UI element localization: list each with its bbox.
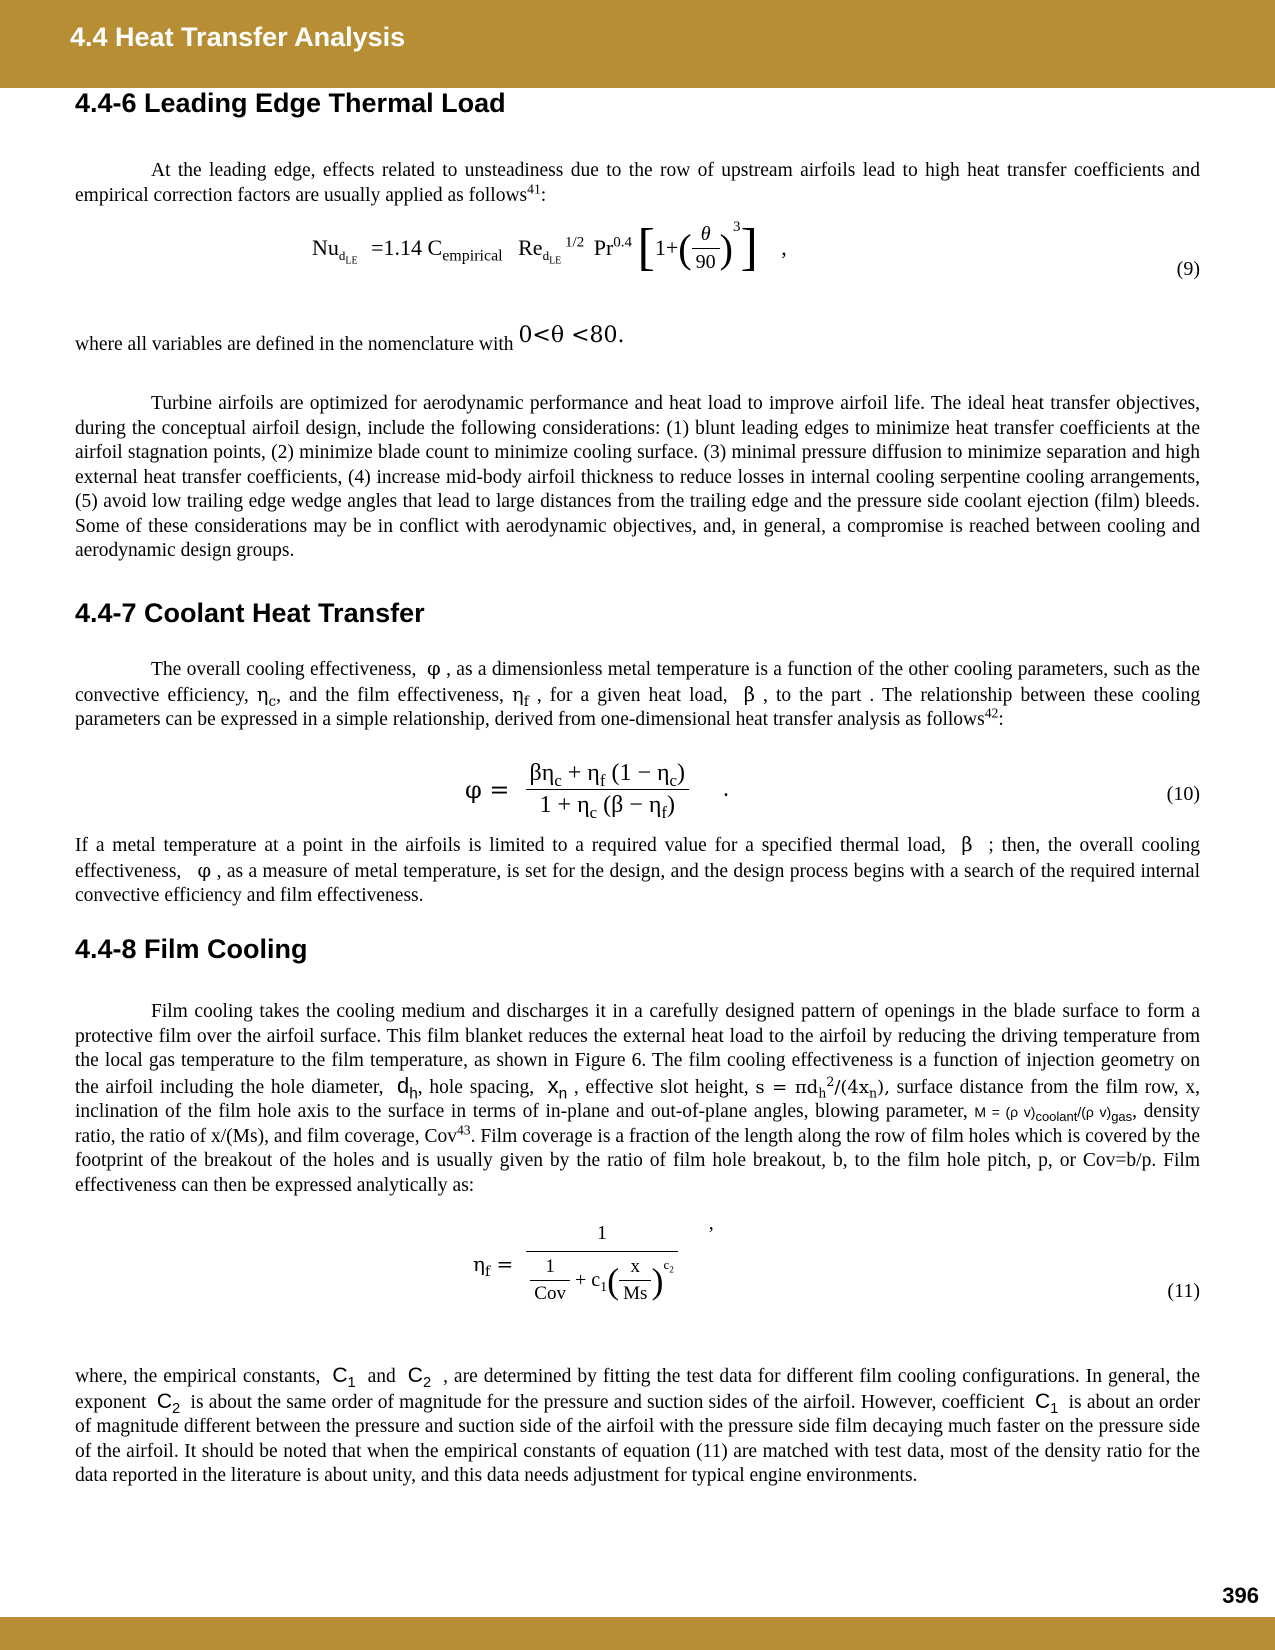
text: , effective slot height, [573,1076,749,1098]
text: where all variables are defined in the nomenclature with [75,334,514,355]
footnote-ref: 42 [984,705,999,721]
paragraph-cooling-effectiveness: The overall cooling effectiveness, φ , as a dimensionless metal temperature is a function of the other cooling parameters, such as the convective efficiency, $\eta_c$, and the film effectiveness, $\eta_f$ , for a given heat load, β , to the part . The relationship between these cooling parameters can be expressed in a simple relationship, derived from one-dimensional heat transfer analysis as follows$^{42}$: [75,657,1201,730]
footer-band [0,1617,1275,1650]
text: At the leading edge, effects related to unsteadiness due to the row of upstream airfoils lead to high heat transfer coefficients and empirical correction factors are usually applied as follows [75,160,1200,206]
text: is about an order of magnitude different between the pressure and suction side of the airfoil with the pressure side film decaying much faster on the pressure side of the airfoil. It should be noted that when the empirical constants of equation (11) are matched with test data, most of the density ratio for the data reported in the literature is about unity, and this data needs adjustment for typical engine environments. [75,1391,1201,1486]
equation-11-number: (11) [1167,1280,1200,1302]
paragraph-film-cooling: Film cooling takes the cooling medium and discharges it in a carefully designed pattern of openings in the blade surface to form a protective film over the airfoil surface. This film blanket reduces the external heat load to the airfoil by reducing the driving temperature from the local gas temperature to the film temperature, as shown in Figure 6. The film cooling effectiveness is a function of injection geometry on the airfoil including the hole diameter, $d_h$, hole spacing, $x_n$ , effective slot height, $s = \pi d_h^2/(4x_n)$, surface distance from the film row, x, inclination of the film hole axis to the surface in terms of in-plane and out-of-plane angles, blowing parameter, M = (ρ $v)_{coolant}/(\rho$ $v)_{gas}$, density ratio, the ratio of x/(Ms), and film coverage, Cov$^{43}$. Film coverage is a fraction of the length along the row of film holes which is covered by the footprint of the breakout of the holes and is usually given by the ratio of film hole breakout, b, to the film hole pitch, p, or Cov=b/p. Film effectiveness can then be expressed analytically as: [75,1001,1201,1196]
header-band [0,0,1275,88]
text: , as a dimensionless metal temperature is a function of the other cooling parameters, such as the convective efficiency, [75,659,1200,706]
equation-9-number: (9) [1176,258,1200,280]
chapter-title: 4.4 Heat Transfer Analysis [70,22,406,52]
equation-10: φ = $\frac{\beta\eta_c + \eta_f (1 - \eta_c)}{1 + \eta_c (\beta - \eta_f)}$ . [465,760,729,822]
paragraph-where-variables [75,323,1200,358]
footnote-ref: 41 [527,181,541,196]
text: , as a measure of metal temperature, is set for the design, and the design process begins with a search of the required internal convective efficiency and film effectiveness. [75,860,1201,906]
text: , to the part . The relationship between these cooling parameters can be expressed in a simple relationship, derived from one-dimensional heat transfer analysis as follows [75,684,1201,730]
text: Film cooling takes the cooling medium and discharges it in a carefully designed pattern of openings in the blade surface to form a protective film over the airfoil surface. This film blanket reduces the external heat load to the airfoil by reducing the driving temperature from the local gas temperature to the film temperature, as shown in Figure 6. The film cooling effectiveness is a function of injection geometry on the airfoil including the hole diameter, [75,1001,1200,1098]
section-heading-4-4-7: 4.4-7 Coolant Heat Transfer [75,598,425,628]
footnote-ref: 43 [456,1122,471,1137]
text: surface distance from the film row, x, inclination of the film hole axis to the surface in terms of in-plane and out-of-plane angles, blowing parameter, [75,1076,1201,1122]
text: and [367,1366,396,1387]
page-number: 396 [1222,1583,1259,1608]
section-heading-4-4-6: 4.4-6 Leading Edge Thermal Load [75,88,506,118]
text: is about the same order of magnitude for the pressure and suction sides of the airfoil. However, coefficient [190,1391,1025,1413]
text: , density ratio, the ratio of x/(Ms), and film coverage, Cov [75,1101,1200,1147]
equation-11: $\eta_f$ = 1 $\frac{1}{\text{Cov}}$ + $c_1$( $\frac{x}{Ms}$ )$^{c_2}$ , [473,1212,714,1304]
text: . Film coverage is a fraction of the length along the row of film holes which is covered by the footprint of the breakout of the holes and is usually given by the ratio of film hole breakout, b, to the film hole pitch, p, or Cov=b/p. Film effectiveness can then be expressed analytically as: [75,1125,1200,1196]
text: : [998,709,1004,730]
paragraph-empirical-constants: where, the empirical constants, $C_1$ and $C_2$ , are determined by fitting the test data for different film cooling configurations. In general, the exponent $C_2$ is about the same order of magnitude for the pressure and suction sides of the airfoil. However, coefficient $C_1$ is about an order of magnitude different between the pressure and suction side of the airfoil with the pressure side film decaying much faster on the pressure side of the airfoil. It should be noted that when the empirical constants of equation (11) are matched with test data, most of the density ratio for the data reported in the literature is about unity, and this data needs adjustment for typical engine environments. [75,1364,1201,1486]
text: The overall cooling effectiveness, [151,659,417,680]
text: , are determined by fitting the test data for different film cooling configurations. In general, the exponent [75,1366,1201,1413]
text: : [540,184,547,206]
text: , and the film effectiveness, [276,684,504,706]
paragraph-leading-edge-intro [75,159,1200,208]
equation-10-number: (10) [1166,783,1200,805]
paragraph-metal-temperature: If a metal temperature at a point in the airfoils is limited to a required value for a specified thermal load, β ; then, the overall cooling effectiveness, φ , as a measure of metal temperature, is set for the design, and the design process begins with a search of the required internal convective efficiency and film effectiveness. [75,833,1201,906]
text: If a metal temperature at a point in the airfoils is limited to a required value for a specified thermal load, [75,835,946,856]
text: ; then, the overall cooling effectiveness, [75,835,1201,882]
section-heading-4-4-8: 4.4-8 Film Cooling [75,934,308,964]
text: , for a given heat load, [536,684,728,706]
text: , hole spacing, [417,1076,535,1098]
theta-range-math: 0<θ <80. [518,323,625,348]
text: where, the empirical constants, [75,1366,321,1387]
equation-9: $Nu_{d_{LE}} =1.14$ $C_{empirical}$ $Re_{d_{LE}}$ $^{1/2}$ $Pr^{0.4}$ [1+( $\frac{\theta}{90}$ )$^3$] , [312,219,787,276]
paragraph-turbine-airfoils: Turbine airfoils are optimized for aerodynamic performance and heat load to improve airfoil life. The ideal heat transfer objectives, during the conceptual airfoil design, include the following considerations: (1) blunt leading edges to minimize heat transfer coefficients at the airfoil stagnation points, (2) minimize blade count to minimize cooling surface. (3) minimal pressure diffusion to minimize separation and high external heat transfer coefficients, (4) increase mid-body airfoil thickness to reduce losses in internal cooling serpentine cooling arrangements, (5) avoid low trailing edge wedge angles that lead to large distances from the trailing edge and the pressure side coolant ejection (film) bleeds. Some of these considerations may be in conflict with aerodynamic objectives, and, in general, a compromise is reached between cooling and aerodynamic design groups. [75,393,1200,561]
